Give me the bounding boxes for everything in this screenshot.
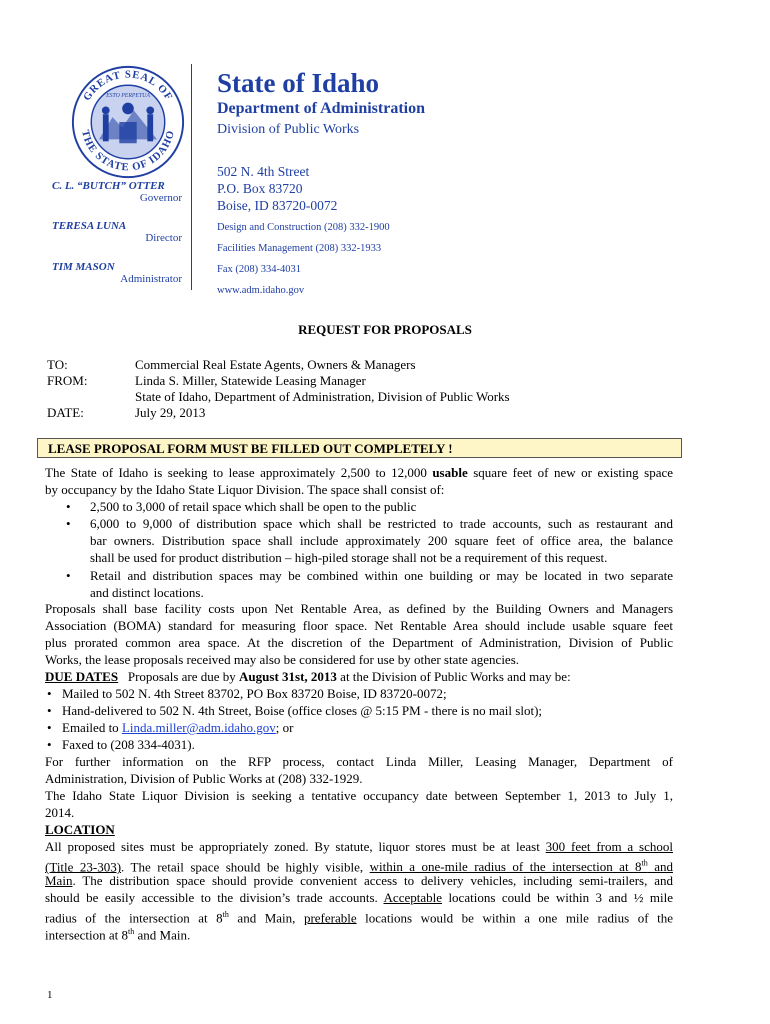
body-line: The State of Idaho is seeking to lease approximately 2,500 to 12,000 usable square feet of new or existing space	[45, 465, 673, 480]
address-line: P.O. Box 83720	[217, 181, 303, 196]
address-line: 502 N. 4th Street	[217, 164, 310, 179]
official-name: C. L. “BUTCH” OTTER	[52, 180, 165, 192]
official-governor	[52, 180, 182, 204]
page-number: 1	[47, 989, 53, 1001]
body-line: For further information on the RFP process, contact Linda Miller, Leasing Manager, Department of	[45, 754, 673, 769]
body-line: The Idaho State Liquor Division is seeking a tentative occupancy date between September 1, 2013 to July 1,	[45, 788, 673, 803]
letterhead-department: Department of Administration	[217, 100, 425, 117]
body-line: Works, the lease proposals received may also be considered for use by other state agencies.	[45, 652, 520, 667]
contact-design: Design and Construction (208) 332-1900	[217, 222, 390, 233]
memo-date: July 29, 2013	[135, 405, 206, 420]
bullet-icon: •	[66, 499, 71, 514]
official-name: TIM MASON	[52, 261, 115, 273]
bullet-icon: •	[66, 516, 71, 531]
body-line: should be easily accessible to the division’s trade accounts. Acceptable locations could be within 3 and ½ mile	[45, 890, 674, 905]
body-line: Administration, Division of Public Works at (208) 332-1929.	[45, 771, 363, 786]
memo-from-org: State of Idaho, Department of Administration, Division of Public Works	[135, 389, 510, 404]
official-name: TERESA LUNA	[52, 220, 127, 232]
state-seal-logo	[70, 64, 186, 180]
email-link[interactable]: Linda.miller@adm.idaho.gov	[121, 720, 276, 735]
contact-facilities: Facilities Management (208) 332-1933	[217, 243, 382, 254]
notice-banner: LEASE PROPOSAL FORM MUST BE FILLED OUT COMPLETELY !	[37, 438, 682, 458]
svg-text:THE STATE OF IDAHO: THE STATE OF IDAHO	[79, 128, 178, 174]
body-line: radius of the intersection at 8th and Main, preferable locations would be within a one mile radius of the	[45, 910, 673, 926]
due-dates-line: DUE DATES Proposals are due by August 31st, 2013 at the Division of Public Works and may be:	[45, 669, 571, 684]
body-line: and distinct locations.	[90, 585, 204, 600]
memo-date-label: DATE:	[47, 405, 84, 420]
bullet-icon: •	[47, 737, 52, 752]
body-line: Association (BOMA) standard for measuring floor space. Net Rentable Area should include usable square feet	[45, 618, 673, 633]
body-line: 2014.	[45, 805, 75, 820]
memo-from-label: FROM:	[47, 373, 88, 388]
body-line: intersection at 8th and Main.	[45, 927, 191, 943]
body-line: Proposals shall base facility costs upon Net Rentable Area, as defined by the Building Owners and Managers	[45, 601, 673, 616]
body-line: 2,500 to 3,000 of retail space which shall be open to the public	[90, 499, 417, 514]
body-line: Emailed to Linda.miller@adm.idaho.gov; or	[62, 720, 294, 735]
bullet-icon: •	[66, 568, 71, 583]
svg-text:ESTO PERPETUA: ESTO PERPETUA	[106, 92, 150, 99]
official-title: Governor	[139, 192, 182, 204]
body-line: Retail and distribution spaces may be combined within one building or may be located in two separate	[90, 568, 673, 583]
body-line: by occupancy by the Idaho State Liquor Division. The space shall consist of:	[45, 482, 445, 497]
body-line: (Title 23-303). The retail space should be highly visible, within a one-mile radius of the intersection at 8th and	[45, 859, 673, 875]
bullet-icon: •	[47, 686, 52, 701]
official-title: Director	[145, 232, 182, 244]
official-title: Administrator	[120, 273, 182, 285]
memo-from: Linda S. Miller, Statewide Leasing Manager	[135, 373, 366, 388]
memo-to: Commercial Real Estate Agents, Owners & Managers	[135, 357, 416, 372]
memo-to-label: TO:	[47, 357, 68, 372]
bullet-icon: •	[47, 703, 52, 718]
body-line: Main. The distribution space should provide convenient access to delivery vehicles, including semi-trailers, and	[45, 873, 673, 888]
official-administrator	[52, 261, 182, 285]
document-heading: REQUEST FOR PROPOSALS	[298, 322, 472, 337]
contact-website[interactable]: www.adm.idaho.gov	[217, 285, 305, 296]
letterhead-division: Division of Public Works	[217, 122, 360, 137]
letterhead-divider	[191, 64, 192, 290]
bullet-icon: •	[47, 720, 52, 735]
body-line: bar owners. Distribution space shall include approximately 200 square feet of office area, the balance	[90, 533, 673, 548]
body-line: shall be used for product distribution – high-piled storage shall not be a requirement of this request.	[90, 550, 608, 565]
contact-fax: Fax (208) 334-4031	[217, 264, 301, 275]
body-line: All proposed sites must be appropriately zoned. By statute, liquor stores must be at least 300 feet from a school	[45, 839, 673, 854]
body-line: 6,000 to 9,000 of distribution space which shall be restricted to trade accounts, such as restaurant and	[90, 516, 673, 531]
location-heading: LOCATION	[45, 822, 115, 837]
letterhead-title: State of Idaho	[217, 68, 380, 98]
body-line: plus prorated common area space. At the discretion of the Department of Administration, Division of Public	[45, 635, 673, 650]
official-director	[52, 220, 182, 244]
body-line: Hand-delivered to 502 N. 4th Street, Boise (office closes @ 5:15 PM - there is no mail slot);	[62, 703, 543, 718]
svg-text:GREAT SEAL OF: GREAT SEAL OF	[81, 69, 175, 103]
address-line: Boise, ID 83720-0072	[217, 198, 338, 213]
body-line: Faxed to (208 334-4031).	[62, 737, 195, 752]
body-line: Mailed to 502 N. 4th Street 83702, PO Box 83720 Boise, ID 83720-0072;	[62, 686, 447, 701]
